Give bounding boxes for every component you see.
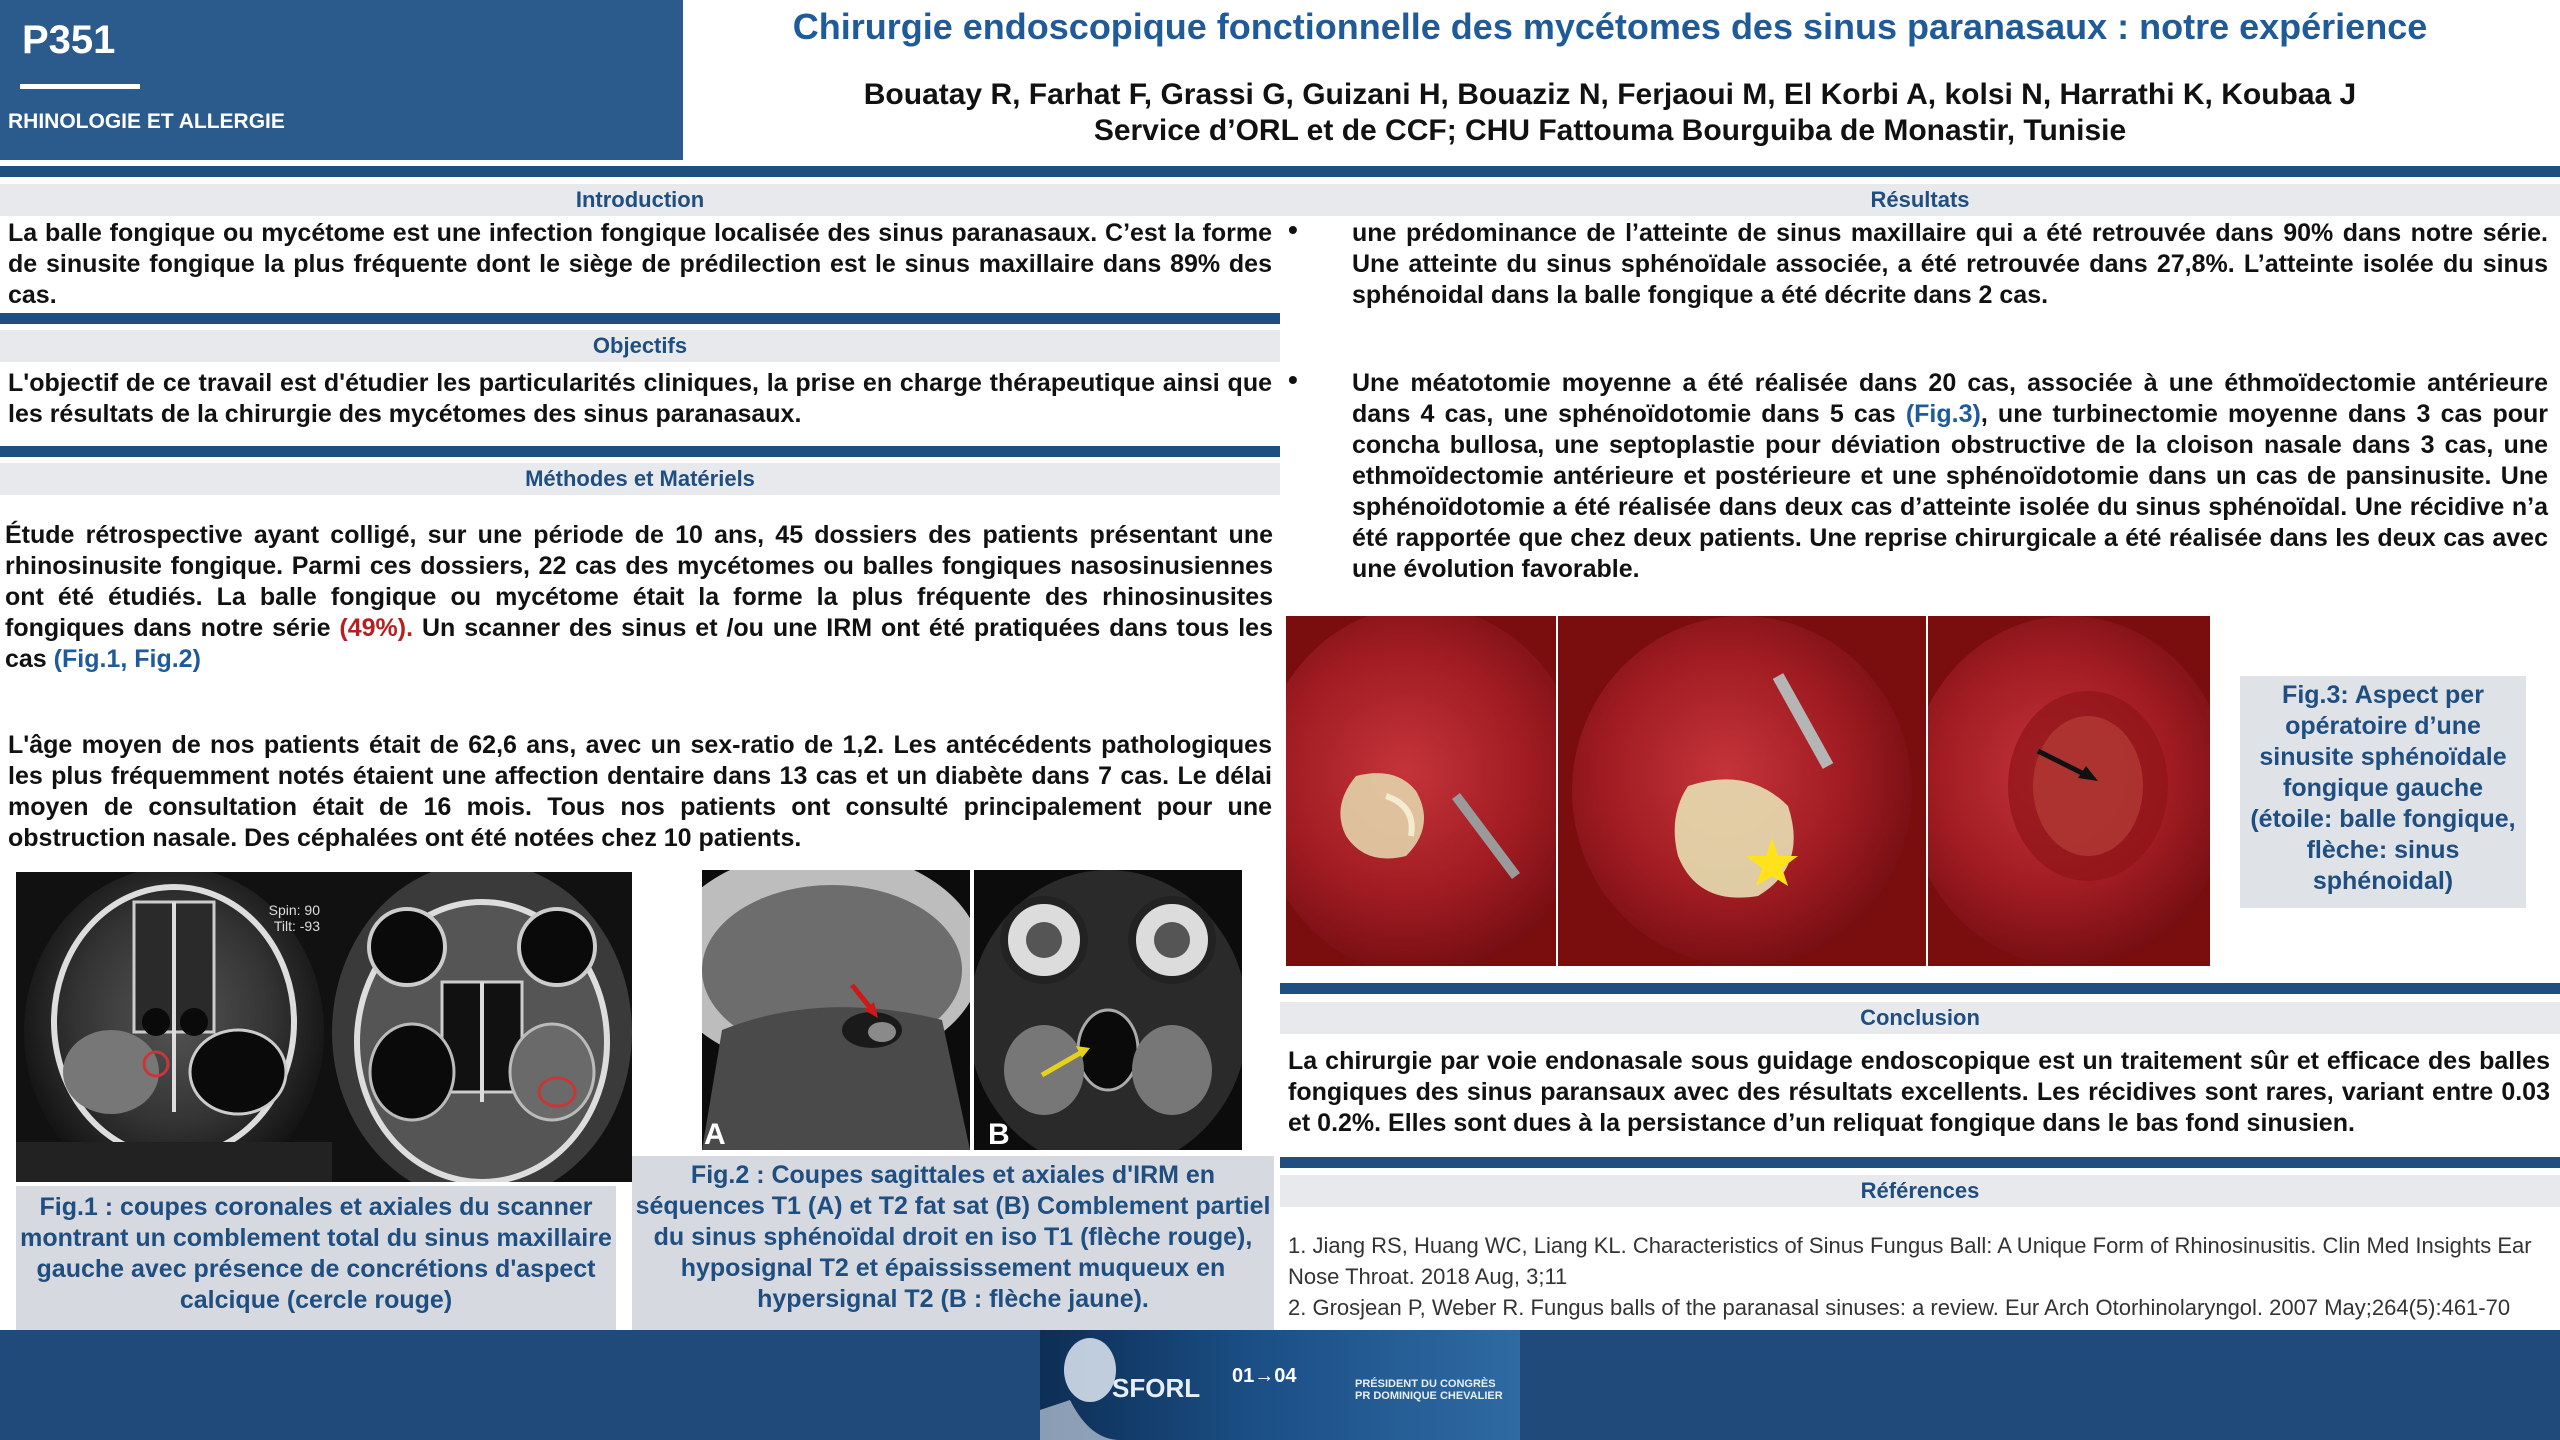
methodes-percentage: (49%). [339, 614, 414, 642]
mri-axial-image [974, 870, 1242, 1150]
endoscopic-image-2 [1558, 616, 1926, 966]
mri-label-b: B [988, 1118, 1010, 1150]
ct-spin-label: Spin: 90 [268, 902, 320, 918]
affiliation: Service d’ORL et de CCF; CHU Fattouma Bourguiba de Monastir, Tunisie [1093, 114, 2127, 147]
methodes-paragraph-2: L'âge moyen de nos patients était de 62,6 ans, avec un sex-ratio de 1,2. Les antécédents pathologiques les plus fréquemment notés étaient une affection dentaire dans 13 cas et un diabète dans 7 cas. Le délai moyen de consultation était de 16 mois. Tous nos patients ont consulté principalement pour une obstruction nasale. Des céphalées ont été notées chez 10 patients. [8, 731, 1272, 852]
section-rule [1280, 1157, 2560, 1168]
reference-item: 2. Grosjean P, Weber R. Fungus balls of the paranasal sinuses: a review. Eur Arch Otorhinolaryngol. 2007 May;264(5):461-70 [1288, 1295, 2511, 1320]
authors: Bouatay R, Farhat F, Grassi G, Guizani H, Bouaziz N, Ferjaoui M, El Korbi A, kolsi N, Harrathi K, Koubaa J [863, 78, 2357, 111]
conclusion-text: La chirurgie par voie endonasale sous guidage endoscopique est un traitement sûr et efficace des balles fongiques des sinus paransaux avec des résultats excellents. Les récidives sont rares, variant entre 0.03 et 0.2%. Elles sont dues à la persistance d’un reliquat fongique dans le bas fond sinusien. [1288, 1047, 2550, 1137]
bullet-2: • [1288, 364, 1298, 395]
resultats-bullet-1: une prédominance de l’atteinte de sinus maxillaire qui a été retrouvée dans 90% dans notre série. Une atteinte du sinus sphénoïdale associée, a été retrouvée dans 27,8%. L’atteinte isolée du sinus sphénoidal dans la balle fongique a été décrite dans 2 cas. [1352, 219, 2548, 309]
sforl-logo-text: SFORL [1112, 1373, 1201, 1403]
objectifs-text: L'objectif de ce travail est d'étudier les particularités cliniques, la prise en charge thérapeutique ainsi que les résultats de la chirurgie des mycétomes des sinus paranasaux. [8, 369, 1272, 428]
resultats-text-b: , une turbinectomie moyenne dans 3 cas pour concha bullosa, une septoplastie pour déviation obstructive de la cloison nasale dans 3 cas, une ethmoïdectomie antérieure et postérieure et une sphénoïdotomie dans un cas de pansinusite. Une sphénoïdotomie a été réalisée dans deux cas d’atteinte isolée du sinus sphénoïdal. Une récidive n’a été rapportée que chez deux patients. Une reprise chirurgicale a été réalisée dans les deux cas avec une évolution favorable. [1352, 400, 2548, 583]
objectifs-heading: Objectifs [0, 330, 1280, 362]
president-name: PR DOMINIQUE CHEVALIER [1355, 1390, 1503, 1402]
section-rule [0, 313, 1280, 324]
introduction-text: La balle fongique ou mycétome est une infection fongique localisée des sinus paranasaux. C’est la forme de sinusite fongique la plus fréquente dont le siège de prédilection est le sinus maxillaire dans 89% des cas. [8, 219, 1272, 309]
endoscopic-image-1 [1286, 616, 1556, 966]
poster-number: P351 [22, 18, 116, 62]
section-rule [0, 446, 1280, 457]
category-label: RHINOLOGIE ET ALLERGIE [8, 110, 285, 133]
congress-dates: 01→04 [1232, 1365, 1297, 1387]
mri-sagittal-image [702, 870, 970, 1150]
resultats-text-a: Une méatotomie moyenne a été réalisée dans 20 cas, associée à une éthmoïdectomie antérieure dans 4 cas, une sphénoïdotomie dans 5 cas [1352, 369, 2548, 428]
figure-reference-link[interactable]: (Fig.1, Fig.2) [53, 645, 201, 673]
fig2-caption: Fig.2 : Coupes sagittales et axiales d'IRM en séquences T1 (A) et T2 fat sat (B) Comblement partiel du sinus sphénoïdal droit en iso T1 (flèche rouge), hyposignal T2 et épaississement muqueux en hypersignal T2 (B : flèche jaune). [632, 1156, 1274, 1330]
endoscopic-image-3 [1928, 616, 2210, 966]
ct-axial-image [332, 872, 632, 1182]
ct-coronal-image [16, 872, 332, 1182]
conclusion-heading: Conclusion [1280, 1002, 2560, 1034]
methodes-text-a: Étude rétrospective ayant colligé, sur une période de 10 ans, 45 dossiers des patients présentant une rhinosinusite fongique. Parmi ces dossiers, 22 cas des mycétomes ou balles fongiques nasosinusiennes ont été étudiés. La balle fongique ou mycétome était la forme la plus fréquente des rhinosinusites fongiques dans notre série [5, 521, 1273, 642]
figure-reference-link[interactable]: (Fig.3) [1905, 400, 1981, 428]
poster-title: Chirurgie endoscopique fonctionnelle des mycétomes des sinus paranasaux : notre expérience [792, 6, 2428, 47]
introduction-heading: Introduction [0, 184, 1280, 216]
methodes-text-b: Un scanner des sinus et /ou une IRM ont été pratiquées dans tous les cas [5, 614, 1273, 673]
methodes-paragraph-1 [5, 520, 1273, 675]
resultats-bullet-2 [1352, 368, 2548, 585]
poster-number-underline [20, 84, 140, 89]
congress-president [1355, 1378, 1503, 1402]
resultats-heading: Résultats [1280, 184, 2560, 216]
section-rule [1280, 166, 2560, 177]
president-label: PRÉSIDENT DU CONGRÈS [1355, 1378, 1496, 1390]
reference-item: 1. Jiang RS, Huang WC, Liang KL. Characteristics of Sinus Fungus Ball: A Unique Form of Rhinosinusitis. Clin Med Insights Ear Nose Throat. 2018 Aug, 3;11 [1288, 1233, 2532, 1289]
bullet-1: • [1288, 214, 1298, 245]
fig1-caption: Fig.1 : coupes coronales et axiales du scanner montrant un comblement total du sinus maxillaire gauche avec présence de concrétions d'aspect calcique (cercle rouge) [16, 1186, 616, 1330]
methodes-heading: Méthodes et Matériels [0, 463, 1280, 495]
section-rule [1280, 983, 2560, 994]
mri-label-a: A [704, 1118, 726, 1150]
fig3-caption: Fig.3: Aspect per opératoire d’une sinusite sphénoïdale fongique gauche (étoile: balle fongique, flèche: sinus sphénoidal) [2240, 676, 2526, 908]
ct-tilt-label: Tilt: -93 [273, 918, 320, 934]
references-heading: Références [1280, 1175, 2560, 1207]
references-list [1288, 1230, 2548, 1323]
